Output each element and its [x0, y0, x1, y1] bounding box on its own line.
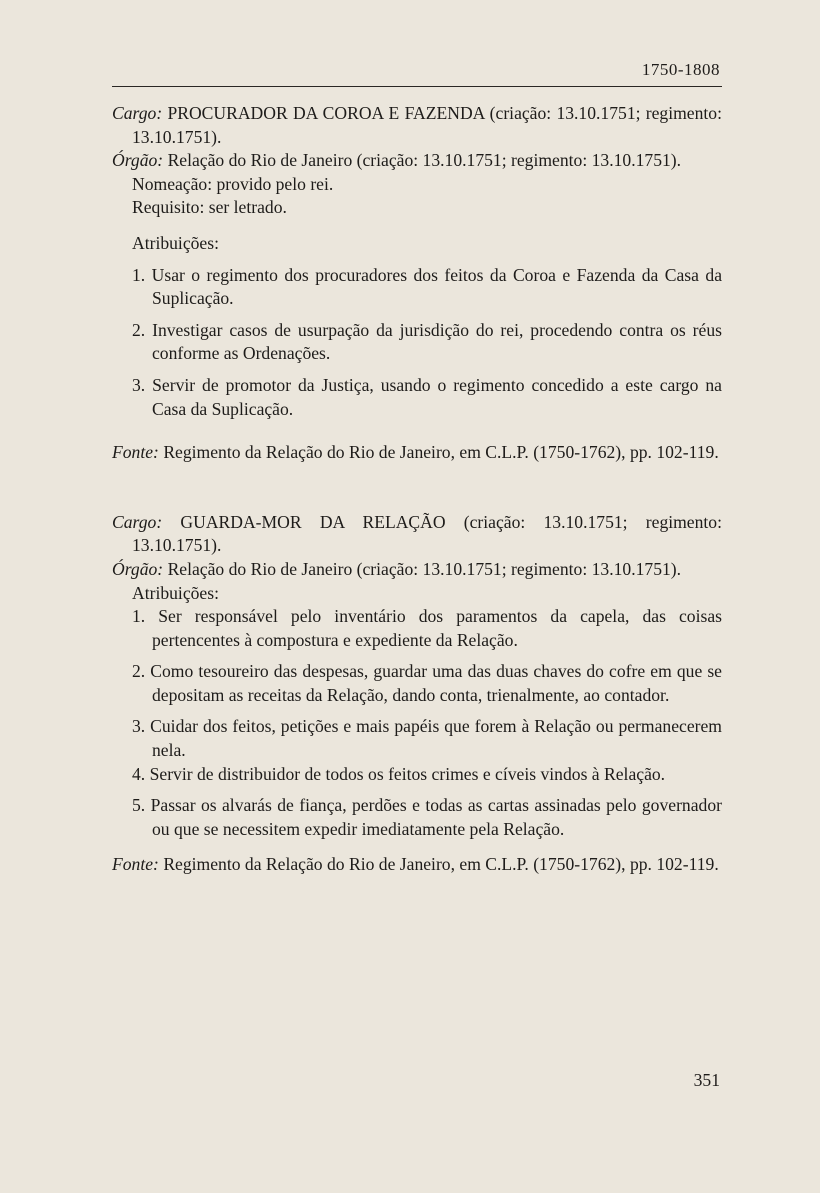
entry2-item-4: 4. Servir de distribuidor de todos os feitos crimes e cíveis vindos à Relação. — [132, 763, 666, 784]
entry2-item-5: 5. Passar os alvarás de fiança, perdões e todas as cartas assinadas pelo governador ou que se necessitem expedir imediatamente pela Relação. — [132, 795, 722, 839]
entry1-item-3: 3. Servir de promotor da Justiça, usando o regimento concedido a este cargo na Casa da Suplicação. — [132, 374, 722, 419]
entry1-item-1: 1. Usar o regimento dos procuradores dos feitos da Coroa e Fazenda da Casa da Suplicação. — [132, 264, 722, 309]
entry2-cargo — [112, 511, 722, 558]
orgao-text: Relação do Rio de Janeiro (criação: 13.10.1751; regimento: 13.10.1751). — [167, 150, 682, 171]
fonte-text: Regimento da Relação do Rio de Janeiro, em C.L.P. (1750-1762), pp. 102-119. — [163, 854, 719, 875]
cargo-text: PROCURADOR DA COROA E FAZENDA (criação: 13.10.1751; regimento: 13.10.1751). — [132, 103, 722, 147]
entry2-item-1: 1. Ser responsável pelo inventário dos paramentos da capela, das coisas pertencentes à compostura e expediente da Relação. — [132, 606, 722, 650]
running-head: 1750-1808 — [641, 60, 720, 79]
cargo-label: Cargo: — [112, 103, 163, 123]
entry1-item-2: 2. Investigar casos de usurpação da jurisdição do rei, procedendo contra os réus conforme as Ordenações. — [132, 319, 722, 364]
entry2-item-3: 3. Cuidar dos feitos, petições e mais papéis que forem à Relação ou permanecerem nela. — [132, 716, 722, 761]
fonte-label: Fonte: — [112, 442, 159, 463]
entry1-nomeacao: Nomeação: provido pelo rei. — [132, 173, 334, 194]
fonte-label: Fonte: — [112, 854, 159, 875]
entry1-atribuicoes-label: Atribuições: — [132, 232, 219, 253]
page-body — [112, 102, 722, 877]
entry1-cargo — [112, 102, 722, 149]
orgao-text: Relação do Rio de Janeiro (criação: 13.10.1751; regimento: 13.10.1751). — [167, 558, 682, 579]
entry1-fonte — [112, 441, 722, 465]
fonte-text: Regimento da Relação do Rio de Janeiro, em C.L.P. (1750-1762), pp. 102-119. — [163, 442, 719, 463]
header-rule — [112, 86, 722, 87]
entry1-orgao — [112, 149, 722, 173]
entry1-requisito: Requisito: ser letrado. — [132, 197, 287, 218]
entry2-atribuicoes-label: Atribuições: — [132, 582, 219, 603]
entry2-item-2: 2. Como tesoureiro das despesas, guardar uma das duas chaves do cofre em que se depositam as receitas da Relação, dando conta, trienalmente, ao contador. — [132, 661, 722, 705]
cargo-label: Cargo: — [112, 511, 163, 532]
entry2-orgao — [112, 558, 722, 582]
orgao-label: Órgão: — [112, 150, 164, 171]
entry2-fonte — [112, 853, 722, 877]
orgao-label: Órgão: — [112, 558, 164, 579]
cargo-text: GUARDA-MOR DA RELAÇÃO (criação: 13.10.1751; regimento: 13.10.1751). — [132, 511, 722, 556]
page-number: 351 — [693, 1070, 720, 1090]
